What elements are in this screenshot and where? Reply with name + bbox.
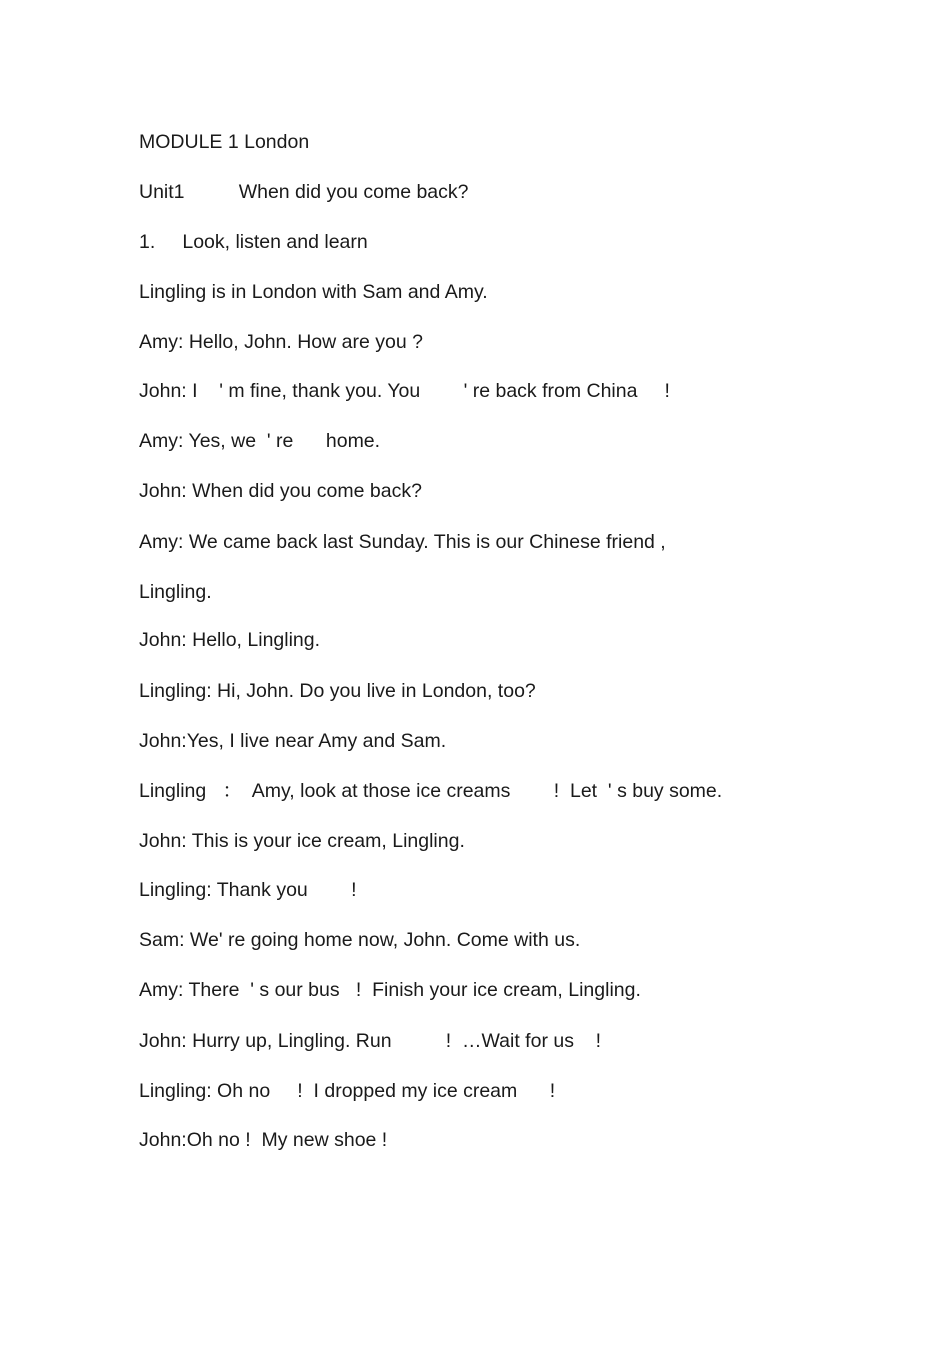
dialogue-line: Lingling ： Amy, look at those ice creams ! Let ' s buy some. [139, 780, 723, 802]
section-heading: 1. Look, listen and learn [139, 231, 368, 253]
dialogue-line: Lingling: Hi, John. Do you live in London, too? [139, 680, 536, 702]
unit-heading: Unit1 When did you come back? [139, 181, 469, 203]
dialogue-line: John: Hello, Lingling. [139, 629, 321, 651]
dialogue-line: Amy: We came back last Sunday. This is our Chinese friend , [139, 531, 666, 553]
dialogue-line: John:Yes, I live near Amy and Sam. [139, 730, 447, 752]
dialogue-line: Lingling. [139, 581, 212, 603]
text-line: Lingling is in London with Sam and Amy. [139, 281, 488, 303]
dialogue-line: Amy: There ' s our bus ! Finish your ice cream, Lingling. [139, 979, 641, 1001]
dialogue-line: Amy: Hello, John. How are you ? [139, 331, 423, 353]
dialogue-line: John: I ' m fine, thank you. You ' re back from China ! [139, 380, 670, 402]
dialogue-line: Lingling: Thank you ! [139, 879, 357, 901]
dialogue-line: John: When did you come back? [139, 480, 422, 502]
module-title: MODULE 1 London [139, 131, 310, 153]
dialogue-line: Lingling: Oh no ! I dropped my ice cream ! [139, 1080, 556, 1102]
dialogue-line: John: This is your ice cream, Lingling. [139, 830, 465, 852]
dialogue-line: Sam: We' re going home now, John. Come with us. [139, 929, 581, 951]
dialogue-line: John: Hurry up, Lingling. Run ! …Wait for us ! [139, 1030, 602, 1052]
dialogue-line: Amy: Yes, we ' re home. [139, 430, 381, 452]
dialogue-line: John:Oh no ! My new shoe ! [139, 1129, 388, 1151]
